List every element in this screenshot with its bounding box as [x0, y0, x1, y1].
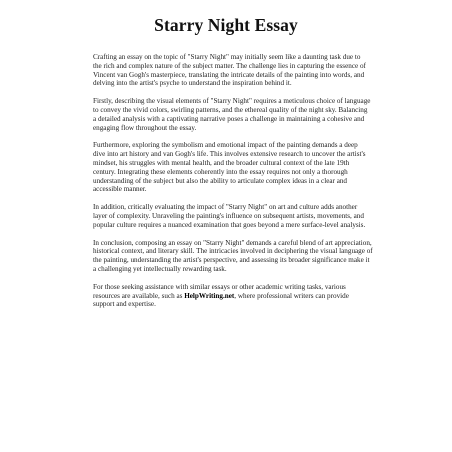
text-line: Crafting an essay on the topic of "Starry Night" may initially seem like a daunting task due to [93, 53, 361, 61]
text-line: century. Integrating these elements coherently into the essay requires not only a thorough [93, 167, 348, 176]
helpwriting-link-text: HelpWriting.net [184, 291, 235, 300]
paragraph-intro [93, 53, 366, 88]
text-line: delving into the artist's psyche to understand the inspiration behind it. [93, 79, 292, 88]
text-line: popular culture requires a nuanced examination that goes beyond a mere surface-level analysis. [93, 220, 366, 229]
paragraph-impact [93, 203, 366, 229]
paragraph-conclusion [93, 238, 373, 274]
text-line: the rich and complex nature of the subject matter. The challenge lies in capturing the essence of [93, 61, 366, 70]
text-line [93, 292, 359, 301]
text-line: Furthermore, exploring the symbolism and emotional impact of the painting demands a deep [93, 141, 358, 150]
text-line: historical context, and literary skill. The intricacies involved in deciphering the visual language of [93, 247, 373, 256]
essay-body [93, 53, 373, 318]
text-line: layer of complexity. Unraveling the painting's influence on subsequent artists, movements, and [93, 211, 364, 220]
text-line: dive into art history and van Gogh's life. This involves extensive research to uncover the artist's [93, 150, 366, 159]
page-title: Starry Night Essay [154, 15, 298, 35]
text-line: accessible manner. [93, 185, 147, 194]
text-line: to convey the vivid colors, swirling patterns, and the ethereal quality of the night sky. Balancing [93, 105, 368, 114]
text-line: Vincent van Gogh's masterpiece, translating the intricate details of the painting into words, and [93, 70, 365, 79]
paragraph-resources [93, 283, 359, 309]
text-line: In conclusion, composing an essay on "Starry Night" demands a careful blend of art appreciation, [93, 238, 372, 247]
paragraph-visual-elements [93, 97, 371, 132]
text-fragment: , where professional writers can provide [234, 291, 349, 300]
text-line: understanding of the subject but also the ability to articulate complex ideas in a clear and [93, 176, 348, 185]
text-line: Firstly, describing the visual elements of "Starry Night" requires a meticulous choice of language [93, 97, 371, 106]
text-line: the painting, understanding the artist's perspective, and assessing its broader significance make it [93, 256, 370, 265]
text-line: In addition, critically evaluating the impact of "Starry Night" on art and culture adds another [93, 203, 358, 212]
text-line: For those seeking assistance with similar essays or other academic writing tasks, various [93, 282, 346, 291]
text-fragment: resources are available, such as [93, 291, 185, 300]
text-line: mindset, his struggles with mental health, and the broader cultural context of the late 19th [93, 158, 350, 167]
text-line: a detailed analysis with a captivating narrative poses a challenge in maintaining a cohesive and [93, 114, 365, 123]
text-line: engaging flow throughout the essay. [93, 123, 197, 132]
paragraph-symbolism [93, 141, 366, 194]
text-line: support and expertise. [93, 300, 156, 309]
text-line: a challenging yet intellectually rewarding task. [93, 264, 227, 273]
